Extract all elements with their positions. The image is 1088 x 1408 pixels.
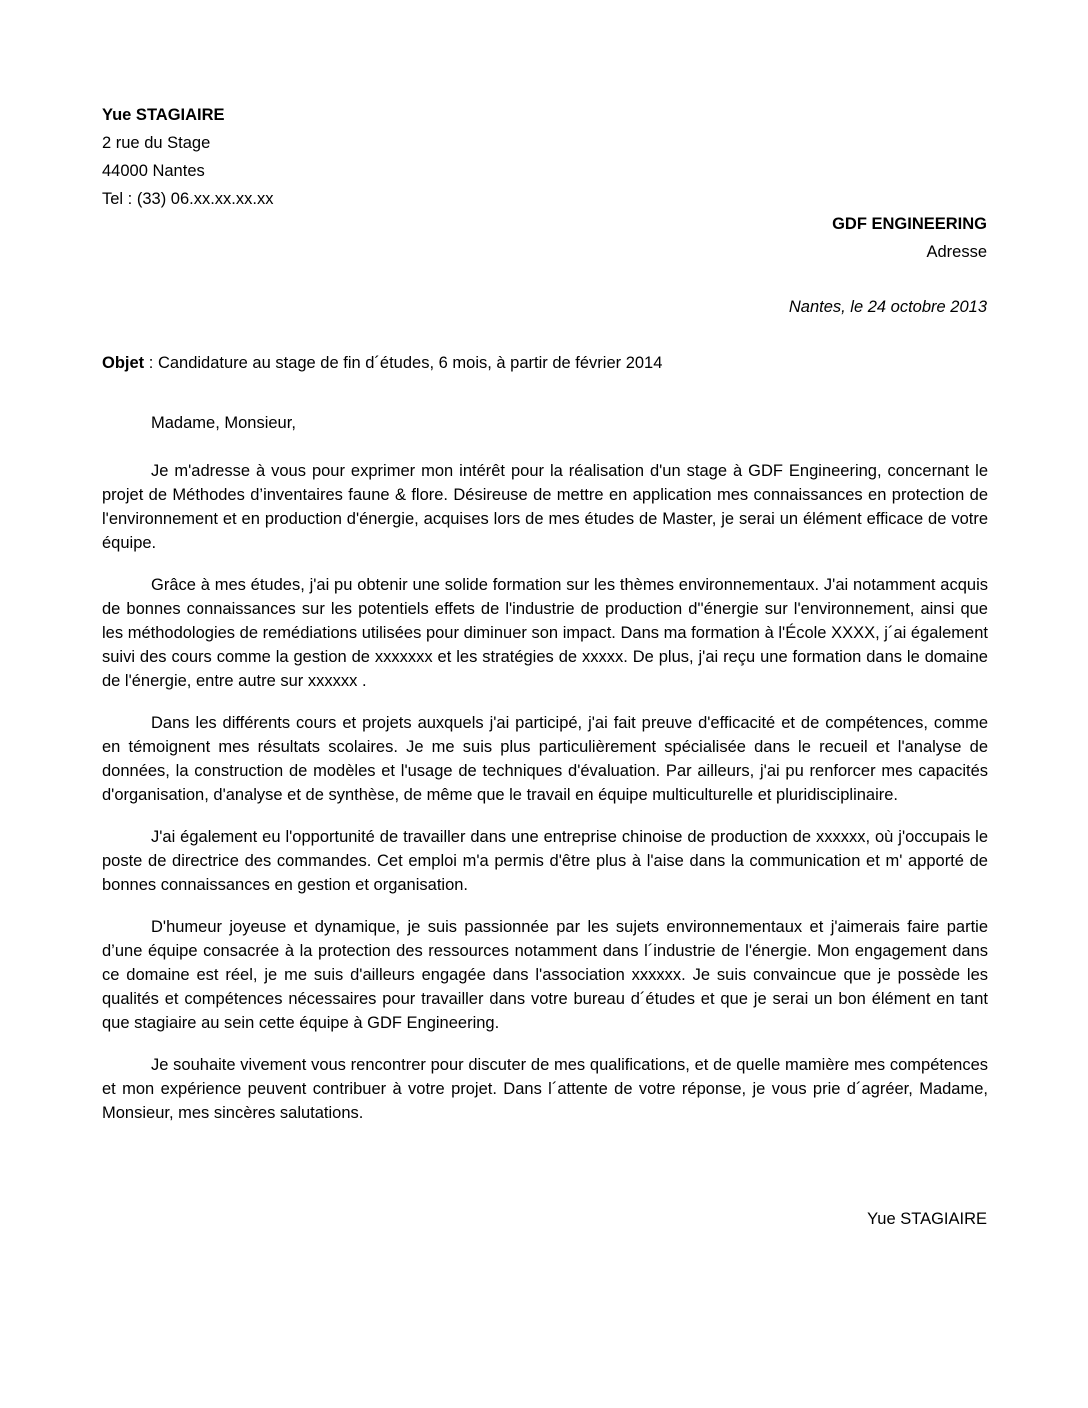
sender-street: 2 rue du Stage [102,134,211,152]
body-paragraph: Dans les différents cours et projets auxquels j'ai participé, j'ai fait preuve d'efficacité et de compétences, comme en témoignent mes résultats scolaires. Je me suis plus particulièrement spécialisée dans le recueil et l'analyse de données, la construction de modèles et l'usage de techniques d'évaluation. Par ailleurs, j'ai pu renforcer mes capacités d'organisation, d'analyse et de synthèse, de même que le travail en équipe multiculturelle et pluridisciplinaire. [102,714,988,804]
body-paragraph: D'humeur joyeuse et dynamique, je suis passionnée par les sujets environnementaux et j'aimerais faire partie d’une équipe consacrée à la protection des ressources notamment dans l´industrie de l'énergie. Mon engagement dans ce domaine est réel, je me suis d'ailleurs engagée dans l'association xxxxxx. Je suis convaincue que je possède les qualités et compétences nécessaires pour travailler dans votre bureau d´études et que je serai un bon élément en tant que stagiaire au sein cette équipe à GDF Engineering. [102,918,988,1032]
body-paragraph: Je souhaite vivement vous rencontrer pour discuter de mes qualifications, et de quelle mamière mes compétences et mon expérience peuvent contribuer à votre projet. Dans l´attente de votre réponse, je vous prie d´agréer, Madame, Monsieur, mes sincères salutations. [102,1056,988,1122]
sender-phone: Tel : (33) 06.xx.xx.xx.xx [102,190,274,208]
subject-separator: : [144,354,158,372]
subject-label: Objet [102,354,145,372]
sender-name: Yue STAGIAIRE [102,106,225,124]
body-paragraph: Je m'adresse à vous pour exprimer mon intérêt pour la réalisation d'un stage à GDF Engineering, concernant le projet de Méthodes d’inventaires faune & flore. Désireuse de mettre en application mes connaissances en protection de l'environnement et en production d'énergie, acquises lors de mes études de Master, je serai un élément efficace de votre équipe. [102,462,988,552]
recipient-address: Adresse [926,243,987,261]
signature: Yue STAGIAIRE [867,1210,987,1228]
letter-body [102,459,988,1143]
body-paragraph: J'ai également eu l'opportunité de travailler dans une entreprise chinoise de production de xxxxxx, où j'occupais le poste de directrice des commandes. Cet emploi m'a permis d'être plus à l'aise dans la communication et m' apporté de bonnes connaissances en gestion et organisation. [102,828,988,894]
subject-line [102,349,662,377]
sender-city: 44000 Nantes [102,162,205,180]
sender-block [102,101,273,213]
recipient-block [832,210,987,266]
subject-text: Candidature au stage de fin d´études, 6 mois, à partir de février 2014 [157,354,663,372]
body-paragraph: Grâce à mes études, j'ai pu obtenir une solide formation sur les thèmes environnementaux. J'ai notamment acquis de bonnes connaissances sur les potentiels effets de l'industrie de production d''énergie sur l'environnement, ainsi que les méthodologies de remédiations utilisées pour diminuer son impact. Dans ma formation à l'École XXXX, j´ai également suivi des cours comme la gestion de xxxxxxx et les stratégies de xxxxx. De plus, j'ai reçu une formation dans le domaine de l'énergie, entre autre sur xxxxxx . [102,576,988,690]
letter-date: Nantes, le 24 octobre 2013 [788,298,987,316]
salutation: Madame, Monsieur, [151,414,296,432]
recipient-company: GDF ENGINEERING [832,215,987,233]
